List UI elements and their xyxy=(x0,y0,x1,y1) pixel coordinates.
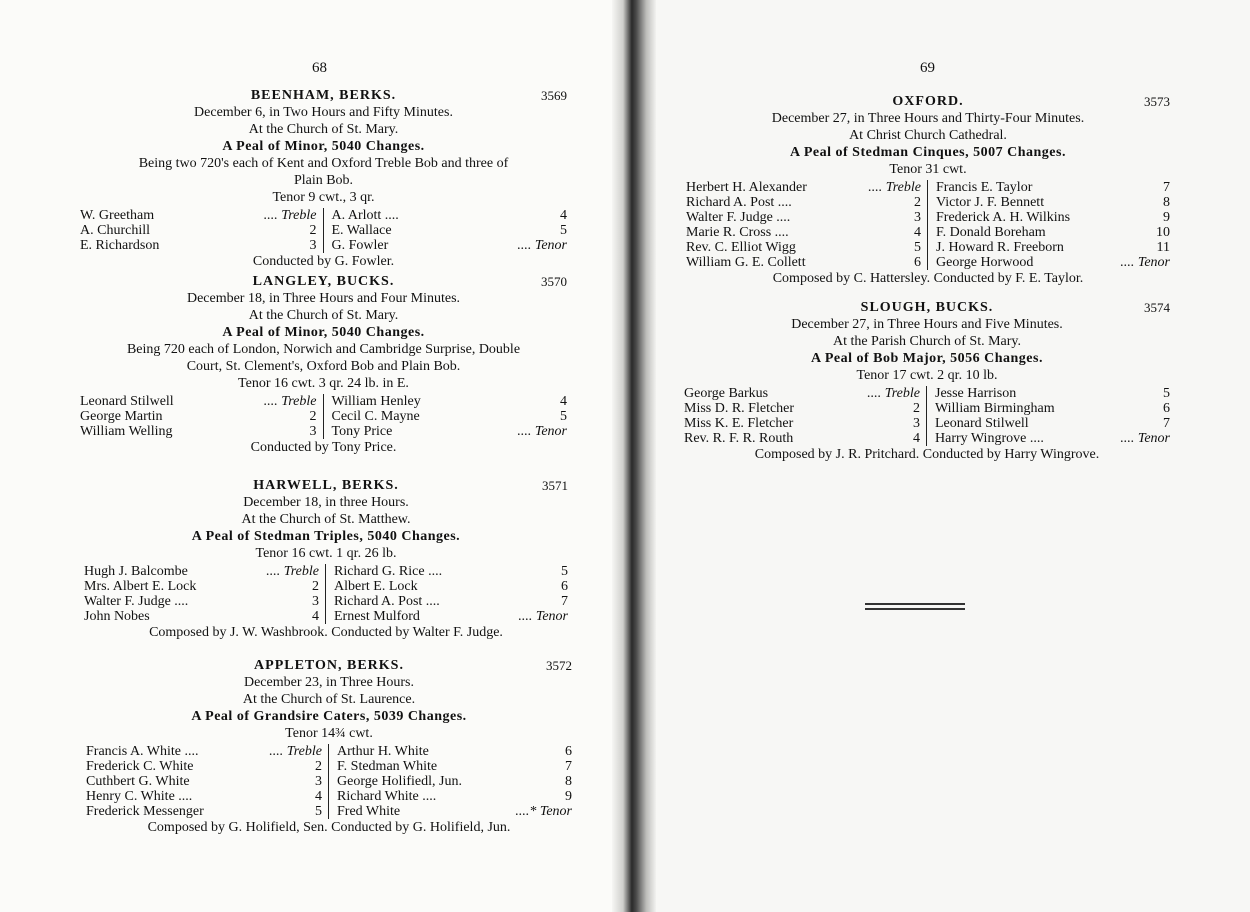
ringer-row xyxy=(332,223,568,238)
ringer-bell: 6 xyxy=(914,255,921,270)
peal-number: 3571 xyxy=(542,478,568,493)
ringer-name: G. Fowler xyxy=(331,238,389,253)
ringer-name: Francis A. White .... xyxy=(86,744,199,759)
ringer-name: Harry Wingrove .... xyxy=(935,431,1044,446)
ringer-row xyxy=(80,424,317,439)
ringer-row xyxy=(332,409,568,424)
ringer-name: E. Wallace xyxy=(331,223,392,238)
ringer-bell: 4 xyxy=(914,225,921,240)
ringer-bell: 2 xyxy=(913,401,920,416)
ringer-name: George Barkus xyxy=(684,386,769,401)
peal-footer: Conducted by Tony Price. xyxy=(250,440,397,455)
peal-tenor: Tenor 9 cwt., 3 qr. xyxy=(272,190,375,205)
ringer-row xyxy=(337,744,572,759)
ringer-bell: 6 xyxy=(1163,401,1170,416)
ringer-bell: 9 xyxy=(565,789,572,804)
ringer-name: Cecil C. Mayne xyxy=(331,409,420,424)
peal-footer: Composed by C. Hattersley. Conducted by F. E. Taylor. xyxy=(772,271,1084,286)
ringer-name: Herbert H. Alexander xyxy=(686,180,807,195)
ringer-row xyxy=(334,564,568,579)
peal-tenor: Tenor 17 cwt. 2 qr. 10 lb. xyxy=(856,368,998,383)
ringer-bell: 7 xyxy=(565,759,572,774)
ringer-bell: 3 xyxy=(309,424,317,439)
ringer-bell: 6 xyxy=(561,579,568,594)
ringer-bell: .... Treble xyxy=(263,394,317,409)
ringer-name: F. Stedman White xyxy=(337,759,438,774)
ringer-name: W. Greetham xyxy=(80,208,155,223)
ringer-bell: 8 xyxy=(1163,195,1170,210)
peal-entry xyxy=(80,274,567,456)
ringer-row xyxy=(84,564,319,579)
ringer-row xyxy=(936,255,1170,270)
ringer-bell: 2 xyxy=(315,759,322,774)
ringer-row xyxy=(686,195,921,210)
peal-number: 3572 xyxy=(546,658,572,673)
ringer-name: George Holifiedl, Jun. xyxy=(337,774,462,789)
ringer-bell: 4 xyxy=(913,431,920,446)
ringer-bell: 10 xyxy=(1156,225,1170,240)
ringer-name: Ernest Mulford xyxy=(334,609,420,624)
ringer-row xyxy=(684,431,920,446)
peal-date: December 27, in Three Hours and Five Minutes. xyxy=(791,317,1063,332)
ringer-name: Mrs. Albert E. Lock xyxy=(84,579,197,594)
ringer-row xyxy=(684,386,920,401)
ringer-name: Francis E. Taylor xyxy=(936,180,1033,195)
book-gutter xyxy=(612,0,656,912)
ringer-name: Richard A. Post .... xyxy=(686,195,792,210)
ringer-name: Fred White xyxy=(337,804,401,819)
ringer-row xyxy=(86,804,322,819)
ringer-row xyxy=(684,401,920,416)
ringer-bell: .... Treble xyxy=(266,564,319,579)
ringer-bell: 7 xyxy=(1163,180,1170,195)
ringer-bell: 5 xyxy=(914,240,921,255)
ringer-name: Albert E. Lock xyxy=(334,579,418,594)
peal-date: December 18, in three Hours. xyxy=(243,495,409,510)
ringer-name: J. Howard R. Freeborn xyxy=(936,240,1064,255)
ringer-name: Frederick Messenger xyxy=(86,804,204,819)
ringer-name: Miss K. E. Fletcher xyxy=(684,416,794,431)
ringer-bell: 4 xyxy=(560,394,567,409)
ringer-list xyxy=(84,564,568,624)
ringer-row xyxy=(332,238,568,253)
ringer-name: Cuthbert G. White xyxy=(86,774,190,789)
ringer-list xyxy=(684,386,1170,446)
peal-number: 3570 xyxy=(541,274,567,289)
ringer-row xyxy=(686,210,921,225)
peal-tenor: Tenor 31 cwt. xyxy=(889,162,967,177)
ringer-bell: 4 xyxy=(560,208,567,223)
ringer-name: Rev. R. F. R. Routh xyxy=(684,431,794,446)
ringer-bell: 5 xyxy=(561,564,568,579)
ringer-row xyxy=(80,394,317,409)
ringer-bell: .... Tenor xyxy=(517,238,567,253)
ringer-row xyxy=(80,409,317,424)
peal-footer: Conducted by G. Fowler. xyxy=(252,254,395,269)
peal-place: BEENHAM, BERKS. xyxy=(250,88,397,103)
ringer-name: Walter F. Judge .... xyxy=(84,594,189,609)
ringer-row xyxy=(84,594,319,609)
peal-place: HARWELL, BERKS. xyxy=(253,478,399,493)
peal-number: 3574 xyxy=(1144,300,1170,315)
peal-date: December 18, in Three Hours and Four Minutes. xyxy=(186,291,461,306)
ringer-bell: .... Treble xyxy=(263,208,317,223)
ringer-name: William G. E. Collett xyxy=(686,255,806,270)
peal-entry xyxy=(684,300,1170,463)
ringer-row xyxy=(935,431,1170,446)
ringer-bell: 2 xyxy=(309,223,317,238)
peal-tenor: Tenor 16 cwt. 3 qr. 24 lb. in E. xyxy=(238,376,409,391)
ringer-row xyxy=(337,759,572,774)
peal-title: A Peal of Bob Major, 5056 Changes. xyxy=(811,351,1043,366)
ringer-bell: 5 xyxy=(560,409,567,424)
peal-tenor: Tenor 14¾ cwt. xyxy=(285,726,373,741)
ringer-row xyxy=(334,594,568,609)
peal-number: 3569 xyxy=(541,88,567,103)
ringer-bell: .... Treble xyxy=(269,744,322,759)
ringer-row xyxy=(337,789,572,804)
ringer-list xyxy=(80,394,567,439)
ringer-bell: 7 xyxy=(561,594,568,609)
ringer-row xyxy=(332,394,568,409)
ringer-bell: 6 xyxy=(565,744,572,759)
peal-detail: Being two 720's each of Kent and Oxford Treble Bob and three of xyxy=(138,156,509,171)
ringer-name: Marie R. Cross .... xyxy=(686,225,789,240)
ringer-row xyxy=(80,208,317,223)
ringer-name: Rev. C. Elliot Wigg xyxy=(686,240,796,255)
ringer-row xyxy=(936,180,1170,195)
peal-title: A Peal of Grandsire Caters, 5039 Changes. xyxy=(191,709,467,724)
peal-church: At the Church of St. Mary. xyxy=(248,122,399,137)
peal-detail: Plain Bob. xyxy=(293,173,354,188)
peal-entry xyxy=(80,88,567,270)
ringer-row xyxy=(332,424,568,439)
peal-title: A Peal of Minor, 5040 Changes. xyxy=(222,139,425,154)
double-rule-divider xyxy=(865,603,965,610)
ringer-list xyxy=(86,744,572,819)
peal-tenor: Tenor 16 cwt. 1 qr. 26 lb. xyxy=(255,546,397,561)
ringer-bell: 2 xyxy=(312,579,319,594)
ringer-bell: .... Tenor xyxy=(517,424,567,439)
ringer-bell: 4 xyxy=(315,789,322,804)
peal-entry xyxy=(86,658,572,836)
ringer-name: Victor J. F. Bennett xyxy=(936,195,1045,210)
ringer-list xyxy=(80,208,567,253)
ringer-name: Leonard Stilwell xyxy=(80,394,174,409)
ringer-name: Richard G. Rice .... xyxy=(334,564,443,579)
ringer-row xyxy=(936,210,1170,225)
ringer-name: Tony Price xyxy=(331,424,393,439)
ringer-row xyxy=(337,804,572,819)
peal-church: At the Church of St. Laurence. xyxy=(242,692,416,707)
peal-place: LANGLEY, BUCKS. xyxy=(252,274,395,289)
peal-place: OXFORD. xyxy=(892,94,964,109)
peal-detail: Being 720 each of London, Norwich and Cambridge Surprise, Double xyxy=(126,342,521,357)
ringer-row xyxy=(84,579,319,594)
ringer-bell: 3 xyxy=(315,774,322,789)
ringer-name: F. Donald Boreham xyxy=(936,225,1046,240)
peal-date: December 23, in Three Hours. xyxy=(243,675,415,690)
ringer-bell: 3 xyxy=(914,210,921,225)
ringer-name: Henry C. White .... xyxy=(86,789,193,804)
ringer-bell: 5 xyxy=(1163,386,1170,401)
ringer-bell: 11 xyxy=(1156,240,1170,255)
ringer-row xyxy=(936,225,1170,240)
ringer-row xyxy=(686,180,921,195)
ringer-name: William Welling xyxy=(80,424,173,439)
peal-place: SLOUGH, BUCKS. xyxy=(860,300,994,315)
ringer-row xyxy=(936,195,1170,210)
ringer-row xyxy=(86,759,322,774)
ringer-bell: 5 xyxy=(560,223,567,238)
ringer-bell: 3 xyxy=(913,416,920,431)
ringer-name: Frederick C. White xyxy=(86,759,194,774)
peal-date: December 27, in Three Hours and Thirty-Four Minutes. xyxy=(771,111,1085,126)
ringer-row xyxy=(86,774,322,789)
ringer-name: Leonard Stilwell xyxy=(935,416,1029,431)
ringer-row xyxy=(686,225,921,240)
ringer-row xyxy=(935,416,1170,431)
ringer-name: E. Richardson xyxy=(80,238,160,253)
ringer-name: George Horwood xyxy=(936,255,1034,270)
peal-title: A Peal of Minor, 5040 Changes. xyxy=(222,325,425,340)
ringer-row xyxy=(80,238,317,253)
peal-church: At the Church of St. Matthew. xyxy=(241,512,411,527)
ringer-bell: 3 xyxy=(312,594,319,609)
ringer-row xyxy=(334,579,568,594)
ringer-row xyxy=(936,240,1170,255)
ringer-row xyxy=(686,255,921,270)
peal-church: At the Parish Church of St. Mary. xyxy=(832,334,1022,349)
ringer-bell: .... Tenor xyxy=(1120,431,1170,446)
ringer-name: Jesse Harrison xyxy=(935,386,1017,401)
ringer-name: Walter F. Judge .... xyxy=(686,210,791,225)
ringer-bell: 7 xyxy=(1163,416,1170,431)
ringer-bell: 3 xyxy=(309,238,317,253)
ringer-name: Arthur H. White xyxy=(337,744,429,759)
ringer-bell: .... Tenor xyxy=(1120,255,1170,270)
peal-date: December 6, in Two Hours and Fifty Minutes. xyxy=(194,105,453,120)
peal-entry xyxy=(84,478,568,641)
ringer-name: Frederick A. H. Wilkins xyxy=(936,210,1071,225)
ringer-row xyxy=(86,789,322,804)
peal-number: 3573 xyxy=(1144,94,1170,109)
ringer-row xyxy=(684,416,920,431)
peal-church: At the Church of St. Mary. xyxy=(248,308,399,323)
ringer-bell: 2 xyxy=(309,409,317,424)
peal-footer: Composed by J. W. Washbrook. Conducted by Walter F. Judge. xyxy=(149,625,503,640)
ringer-bell: .... Tenor xyxy=(518,609,568,624)
ringer-row xyxy=(334,609,568,624)
ringer-name: Richard A. Post .... xyxy=(334,594,440,609)
left-page-number: 68 xyxy=(312,60,327,76)
right-page-number: 69 xyxy=(920,60,935,76)
ringer-bell: ....* Tenor xyxy=(515,804,572,819)
ringer-bell: .... Treble xyxy=(867,386,920,401)
ringer-row xyxy=(84,609,319,624)
ringer-row xyxy=(935,401,1170,416)
ringer-name: A. Arlott .... xyxy=(331,208,399,223)
peal-detail: Court, St. Clement's, Oxford Bob and Plain Bob. xyxy=(186,359,461,374)
ringer-name: Miss D. R. Fletcher xyxy=(684,401,795,416)
ringer-bell: 2 xyxy=(914,195,921,210)
ringer-row xyxy=(337,774,572,789)
ringer-row xyxy=(686,240,921,255)
peal-title: A Peal of Stedman Cinques, 5007 Changes. xyxy=(790,145,1066,160)
ringer-name: John Nobes xyxy=(84,609,150,624)
ringer-row xyxy=(935,386,1170,401)
peal-footer: Composed by J. R. Pritchard. Conducted by Harry Wingrove. xyxy=(754,447,1100,462)
ringer-row xyxy=(80,223,317,238)
ringer-name: Richard White .... xyxy=(337,789,437,804)
ringer-name: Hugh J. Balcombe xyxy=(84,564,188,579)
peal-entry xyxy=(686,94,1170,287)
ringer-bell: 8 xyxy=(565,774,572,789)
ringer-name: George Martin xyxy=(80,409,163,424)
ringer-bell: 4 xyxy=(312,609,319,624)
ringer-row xyxy=(86,744,322,759)
ringer-bell: 5 xyxy=(315,804,322,819)
ringer-bell: 9 xyxy=(1163,210,1170,225)
ringer-name: A. Churchill xyxy=(80,223,150,238)
peal-church: At Christ Church Cathedral. xyxy=(849,128,1007,143)
peal-title: A Peal of Stedman Triples, 5040 Changes. xyxy=(191,529,461,544)
ringer-list xyxy=(686,180,1170,270)
peal-place: APPLETON, BERKS. xyxy=(254,658,404,673)
ringer-row xyxy=(332,208,568,223)
ringer-bell: .... Treble xyxy=(868,180,921,195)
ringer-name: William Birmingham xyxy=(935,401,1055,416)
ringer-name: William Henley xyxy=(331,394,421,409)
peal-footer: Composed by G. Holifield, Sen. Conducted by G. Holifield, Jun. xyxy=(147,820,511,835)
